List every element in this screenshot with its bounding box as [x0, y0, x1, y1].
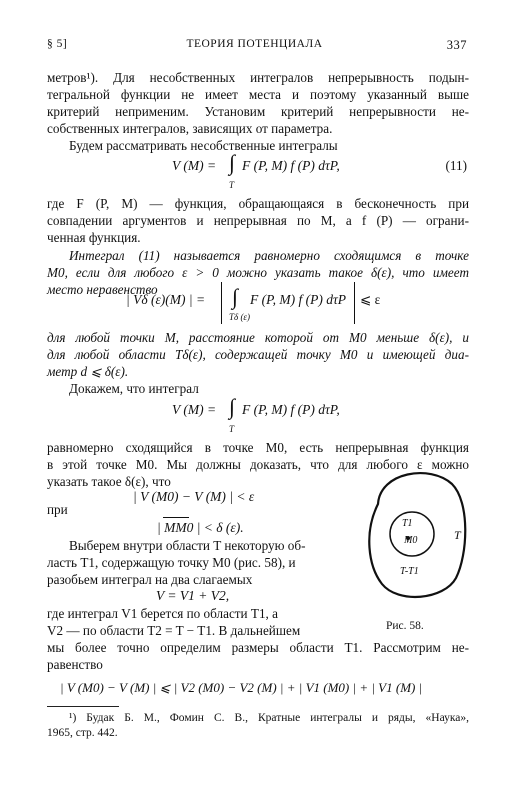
- page-number: 337: [446, 38, 467, 52]
- eq-v-rhs: F (P, M) f (P) dτP,: [242, 402, 340, 417]
- equation-number: (11): [445, 158, 467, 173]
- text-line: мы более точно определим размеры области T1. Рассмотрим не-: [47, 640, 469, 655]
- eq-uniform-lhs: | Vδ (ε)(M) | =: [126, 292, 206, 307]
- eq-v-domain: T: [229, 424, 235, 434]
- text-line: метров¹). Для несобственных интегралов непрерывность подын-: [47, 70, 469, 85]
- text-line: совпадении аргументов и непрерывная по M, а f (P) — ограни-: [47, 213, 469, 228]
- running-title: ТЕОРИЯ ПОТЕНЦИАЛА: [186, 38, 323, 50]
- footnote-line: ¹) Будак Б. М., Фомин С. В., Кратные интегралы и ряды, «Наука»,: [69, 712, 469, 724]
- text-line: Выберем внутри области T некоторую об-: [69, 538, 306, 553]
- eq-uniform-tail: ⩽ ε: [360, 292, 381, 307]
- definition-line: место неравенство: [47, 282, 158, 297]
- text-line: указать такое δ(ε), что: [47, 474, 171, 489]
- text-line: ченная функция.: [47, 230, 141, 245]
- vector-arrow: [163, 517, 189, 518]
- text-line: при: [47, 502, 68, 517]
- label-T1: T1: [402, 518, 413, 529]
- text-line: разобьем интеграл на два слагаемых: [47, 572, 253, 587]
- text-line: ласть T1, содержащую точку M0 (рис. 58), и: [47, 555, 296, 570]
- figure-caption: Рис. 58.: [386, 620, 424, 632]
- definition-line: метр d ⩽ δ(ε).: [47, 364, 129, 379]
- eq11-domain: T: [229, 180, 235, 190]
- abs-bar: [221, 282, 222, 324]
- integral-sign: ∫: [229, 150, 236, 175]
- text-line: собственных интегралов, зависящих от параметра.: [47, 121, 333, 136]
- definition-line: Интеграл (11) называется равномерно сходящимся в точке: [69, 248, 469, 263]
- label-M0: M0: [404, 535, 418, 546]
- text-line: равномерно сходящийся в точке M0, есть непрерывная функция: [47, 440, 469, 455]
- eq-v-lhs: V (M) =: [172, 402, 217, 417]
- inequality-1: | V (M0) − V (M) | < ε: [133, 489, 255, 504]
- text-line: где интеграл V1 берется по области T1, а: [47, 606, 279, 621]
- section-mark: § 5]: [47, 38, 68, 50]
- integral-sign: ∫: [229, 394, 236, 419]
- eq-uniform-rhs: F (P, M) f (P) dτP: [250, 292, 347, 307]
- text-line: где F (P, M) — функция, обращающаяся в бесконечность при: [47, 196, 469, 211]
- text-line: Докажем, что интеграл: [69, 381, 199, 396]
- eq-split: V = V1 + V2,: [156, 588, 230, 603]
- footnote-rule: [47, 706, 119, 707]
- text-line: критерий неприменим. Установим критерий непрерывности не-: [47, 104, 469, 119]
- inequality-2: | MM0 | < δ (ε).: [157, 520, 244, 535]
- eq11-rhs: F (P, M) f (P) dτP,: [242, 158, 340, 173]
- footnote-line: 1965, стр. 442.: [47, 727, 118, 739]
- text-line: тегральной функции не имеет места и поэтому указанный выше: [47, 87, 469, 102]
- figure-58: [360, 462, 470, 612]
- label-T: T: [454, 528, 461, 542]
- abs-bar: [354, 282, 355, 324]
- text-line: в этой точке M0. Мы должны доказать, что для любого ε можно: [47, 457, 469, 472]
- text-line: V2 — по области T2 = T − T1. В дальнейшем: [47, 623, 301, 638]
- definition-line: для любой области Tδ(ε), содержащей точку M0 и имеющей диа-: [47, 347, 469, 362]
- label-T-T1: T-T1: [400, 566, 419, 577]
- definition-line: M0, если для любого ε > 0 можно указать такое δ(ε), что имеет: [47, 265, 469, 280]
- text-line: Будем рассматривать несобственные интегралы: [69, 138, 338, 153]
- eq-final: | V (M0) − V (M) | ⩽ | V2 (M0) − V2 (M) | + | V1 (M0) | + | V1 (M) |: [60, 680, 423, 695]
- text-line: равенство: [47, 657, 103, 672]
- eq-uniform-domain: Tδ (ε): [229, 312, 250, 322]
- eq11-lhs: V (M) =: [172, 158, 217, 173]
- integral-sign: ∫: [232, 284, 239, 309]
- definition-line: для любой точки M, расстояние которой от M0 меньше δ(ε), и: [47, 330, 469, 345]
